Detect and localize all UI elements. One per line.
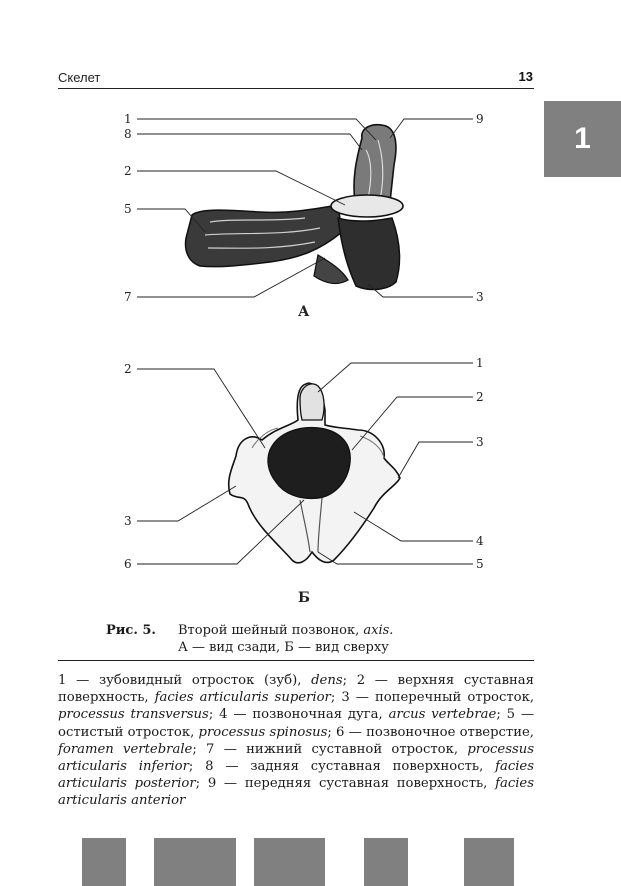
legend-latin-term: facies articularis superior: [154, 690, 331, 706]
label-b-right-4: 4: [476, 534, 484, 548]
legend-text: ; 2 — верхняя суставная поверхность,: [58, 673, 534, 706]
dens-shape: [354, 125, 396, 202]
legend-latin-term: processus transversus: [58, 707, 209, 723]
legend-latin-term: processus articularis inferior: [58, 741, 534, 775]
legend-latin-term: processus spinosus: [198, 724, 328, 740]
panel-b-illustration: [124, 356, 484, 606]
thumb-tab-4: [364, 838, 408, 886]
figure-caption-subtitle: А — вид сзади, Б — вид сверху: [178, 640, 389, 655]
legend-text: ; 4 — позвоночная дуга,: [208, 707, 389, 723]
thumb-tab-1: [82, 838, 126, 886]
label-b-right-2: 2: [476, 390, 484, 404]
label-b-left-3: 3: [124, 514, 132, 528]
label-a-8: 8: [124, 127, 132, 141]
legend-latin-term: facies articularis anterior: [58, 776, 534, 809]
label-b-right-1: 1: [476, 356, 484, 370]
thumb-tab-2: [154, 838, 236, 886]
label-a-1: 1: [124, 112, 132, 126]
panel-b-letter: Б: [298, 590, 310, 606]
figure-caption-label: Рис. 5.: [106, 623, 156, 638]
running-header-title: Скелет: [58, 70, 101, 85]
label-a-2: 2: [124, 164, 132, 178]
figure-legend: [58, 672, 534, 810]
vertebral-foramen: [268, 428, 350, 499]
label-b-right-3: 3: [476, 435, 484, 449]
chapter-tab: 1: [544, 101, 621, 177]
caption-title-latin: axis.: [363, 623, 394, 638]
legend-latin-term: facies articularis posterior: [58, 759, 534, 792]
panel-a-letter: А: [298, 304, 310, 320]
label-a-5: 5: [124, 202, 132, 216]
legend-text: ; 7 — нижний суставной отросток,: [192, 741, 468, 757]
superior-articular-surface: [331, 195, 403, 217]
page-number: 13: [518, 69, 533, 84]
caption-title-text: Второй шейный позвонок,: [178, 623, 364, 638]
legend-latin-term: arcus vertebrae: [388, 707, 497, 723]
caption-divider: [58, 660, 534, 661]
legend-text: ; 9 — передняя суставная поверхность,: [195, 776, 496, 792]
label-b-right-5: 5: [476, 557, 484, 571]
legend-text: 1 — зубовидный отросток (зуб),: [58, 673, 312, 688]
legend-text: ; 8 — задняя суставная поверхность,: [188, 759, 496, 775]
legend-latin-term: foramen vertebrale: [58, 741, 193, 757]
thumb-tab-3: [254, 838, 325, 886]
label-a-7: 7: [124, 290, 132, 304]
label-a-3: 3: [476, 290, 484, 304]
thumb-tab-5: [464, 838, 514, 886]
label-a-9: 9: [476, 112, 484, 126]
legend-text: ; 6 — позвоночное отверстие,: [327, 724, 534, 740]
leader-lines-a: [137, 119, 473, 297]
legend-text: ; 3 — поперечный отросток,: [330, 690, 535, 706]
label-b-left-2: 2: [124, 362, 132, 376]
label-b-left-6: 6: [124, 557, 132, 571]
panel-a-illustration: [124, 112, 484, 320]
legend-latin-term: dens: [311, 673, 343, 688]
legend-paragraph: [58, 672, 534, 810]
legend-text: ; 5 — остистый отросток,: [58, 707, 535, 740]
figure-caption-title: [178, 623, 393, 638]
